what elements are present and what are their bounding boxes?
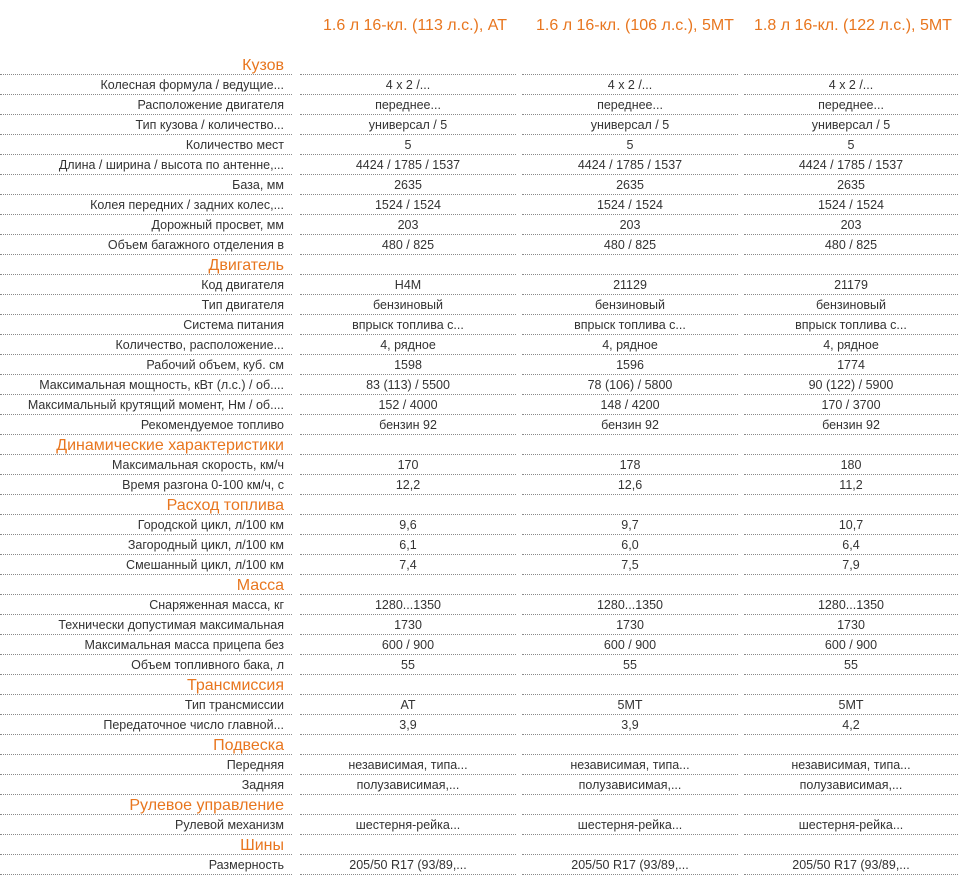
spec-value-col-2: 6,0: [522, 535, 738, 555]
spec-label: Количество, расположение...: [0, 335, 292, 355]
section-spacer-cell: [522, 735, 738, 755]
spec-value-col-2: 1280...1350: [522, 595, 738, 615]
spec-row: [0, 75, 958, 95]
spec-value-col-3: универсал / 5: [744, 115, 958, 135]
spec-value-col-1: переднее...: [300, 95, 516, 115]
section-row: [0, 735, 958, 755]
spec-value-col-2: 4424 / 1785 / 1537: [522, 155, 738, 175]
section-title: Шины: [0, 835, 292, 855]
column-header-3: 1.8 л 16-кл. (122 л.с.), 5MT: [754, 17, 952, 34]
section-spacer-cell: [300, 435, 516, 455]
spec-value-col-1: 6,1: [300, 535, 516, 555]
spec-value-col-2: 1524 / 1524: [522, 195, 738, 215]
spec-value-col-1: AT: [300, 695, 516, 715]
spec-value-col-2: 178: [522, 455, 738, 475]
column-header-1: 1.6 л 16-кл. (113 л.с.), AT: [323, 17, 507, 34]
spec-value-col-3: 1774: [744, 355, 958, 375]
spec-table-header: [0, 0, 958, 55]
spec-value-col-1: 1730: [300, 615, 516, 635]
spec-label: Загородный цикл, л/100 км: [0, 535, 292, 555]
spec-value-col-3: 170 / 3700: [744, 395, 958, 415]
spec-row: [0, 115, 958, 135]
spec-value-col-3: бензиновый: [744, 295, 958, 315]
spec-row: [0, 515, 958, 535]
section-spacer-cell: [522, 435, 738, 455]
spec-value-col-3: 5: [744, 135, 958, 155]
spec-label: Передаточное число главной...: [0, 715, 292, 735]
section-title: Масса: [0, 575, 292, 595]
spec-value-col-3: 205/50 R17 (93/89,...: [744, 855, 958, 875]
spec-value-col-1: 480 / 825: [300, 235, 516, 255]
spec-value-col-1: 4 x 2 /...: [300, 75, 516, 95]
section-title: Кузов: [0, 55, 292, 75]
spec-value-col-1: 12,2: [300, 475, 516, 495]
spec-value-col-3: 180: [744, 455, 958, 475]
section-row: [0, 255, 958, 275]
section-spacer-cell: [300, 495, 516, 515]
spec-label: Тип двигателя: [0, 295, 292, 315]
spec-value-col-2: 2635: [522, 175, 738, 195]
spec-value-col-1: 170: [300, 455, 516, 475]
spec-value-col-1: 4, рядное: [300, 335, 516, 355]
section-row: [0, 55, 958, 75]
spec-value-col-2: 7,5: [522, 555, 738, 575]
spec-table: [0, 55, 958, 875]
spec-label: Объем топливного бака, л: [0, 655, 292, 675]
spec-value-col-2: 21129: [522, 275, 738, 295]
section-row: [0, 495, 958, 515]
section-spacer-cell: [522, 835, 738, 855]
section-spacer-cell: [300, 795, 516, 815]
section-spacer-cell: [744, 575, 958, 595]
spec-label: Максимальная скорость, км/ч: [0, 455, 292, 475]
column-header-2: 1.6 л 16-кл. (106 л.с.), 5MT: [536, 17, 734, 34]
spec-row: [0, 135, 958, 155]
spec-value-col-2: 4 x 2 /...: [522, 75, 738, 95]
spec-row: [0, 755, 958, 775]
spec-label: Смешанный цикл, л/100 км: [0, 555, 292, 575]
spec-value-col-2: 203: [522, 215, 738, 235]
spec-value-col-1: бензин 92: [300, 415, 516, 435]
spec-value-col-1: 9,6: [300, 515, 516, 535]
spec-label: Задняя: [0, 775, 292, 795]
spec-value-col-2: 5MT: [522, 695, 738, 715]
spec-value-col-3: 6,4: [744, 535, 958, 555]
spec-row: [0, 555, 958, 575]
spec-label: База, мм: [0, 175, 292, 195]
spec-label: Технически допустимая максимальная: [0, 615, 292, 635]
spec-value-col-1: впрыск топлива с...: [300, 315, 516, 335]
spec-value-col-1: 7,4: [300, 555, 516, 575]
spec-row: [0, 275, 958, 295]
spec-label: Код двигателя: [0, 275, 292, 295]
spec-row: [0, 355, 958, 375]
spec-label: Время разгона 0-100 км/ч, с: [0, 475, 292, 495]
spec-value-col-2: 148 / 4200: [522, 395, 738, 415]
spec-value-col-3: бензин 92: [744, 415, 958, 435]
spec-row: [0, 415, 958, 435]
spec-value-col-2: бензин 92: [522, 415, 738, 435]
spec-value-col-3: 1730: [744, 615, 958, 635]
spec-row: [0, 615, 958, 635]
spec-label: Снаряженная масса, кг: [0, 595, 292, 615]
spec-row: [0, 155, 958, 175]
spec-value-col-1: 600 / 900: [300, 635, 516, 655]
spec-value-col-1: 83 (113) / 5500: [300, 375, 516, 395]
section-spacer-cell: [744, 735, 958, 755]
spec-value-col-1: независимая, типа...: [300, 755, 516, 775]
spec-value-col-2: 5: [522, 135, 738, 155]
spec-label: Передняя: [0, 755, 292, 775]
section-title: Трансмиссия: [0, 675, 292, 695]
spec-value-col-1: полузависимая,...: [300, 775, 516, 795]
spec-value-col-1: 1280...1350: [300, 595, 516, 615]
spec-value-col-2: полузависимая,...: [522, 775, 738, 795]
section-title: Двигатель: [0, 255, 292, 275]
spec-label: Тип кузова / количество...: [0, 115, 292, 135]
spec-row: [0, 295, 958, 315]
section-row: [0, 675, 958, 695]
spec-value-col-3: 600 / 900: [744, 635, 958, 655]
spec-value-col-3: впрыск топлива с...: [744, 315, 958, 335]
spec-label: Объем багажного отделения в: [0, 235, 292, 255]
spec-label: Колея передних / задних колес,...: [0, 195, 292, 215]
spec-value-col-2: 1730: [522, 615, 738, 635]
spec-value-col-1: 55: [300, 655, 516, 675]
spec-row: [0, 695, 958, 715]
section-spacer-cell: [300, 735, 516, 755]
spec-row: [0, 775, 958, 795]
section-title: Рулевое управление: [0, 795, 292, 815]
spec-row: [0, 635, 958, 655]
section-row: [0, 435, 958, 455]
spec-label: Максимальная мощность, кВт (л.с.) / об....: [0, 375, 292, 395]
spec-value-col-1: 205/50 R17 (93/89,...: [300, 855, 516, 875]
spec-row: [0, 235, 958, 255]
spec-value-col-1: 2635: [300, 175, 516, 195]
spec-value-col-3: 1280...1350: [744, 595, 958, 615]
spec-value-col-1: 203: [300, 215, 516, 235]
spec-label: Колесная формула / ведущие...: [0, 75, 292, 95]
spec-value-col-1: 152 / 4000: [300, 395, 516, 415]
spec-label: Тип трансмиссии: [0, 695, 292, 715]
spec-value-col-3: 2635: [744, 175, 958, 195]
spec-value-col-3: 480 / 825: [744, 235, 958, 255]
spec-value-col-2: 78 (106) / 5800: [522, 375, 738, 395]
section-spacer-cell: [522, 575, 738, 595]
section-spacer-cell: [522, 255, 738, 275]
section-title: Расход топлива: [0, 495, 292, 515]
spec-label: Расположение двигателя: [0, 95, 292, 115]
spec-row: [0, 715, 958, 735]
spec-label: Количество мест: [0, 135, 292, 155]
section-spacer-cell: [300, 835, 516, 855]
spec-value-col-1: бензиновый: [300, 295, 516, 315]
spec-label: Размерность: [0, 855, 292, 875]
section-spacer-cell: [744, 675, 958, 695]
spec-label: Дорожный просвет, мм: [0, 215, 292, 235]
section-row: [0, 795, 958, 815]
spec-value-col-3: 4, рядное: [744, 335, 958, 355]
spec-label: Система питания: [0, 315, 292, 335]
spec-value-col-1: 5: [300, 135, 516, 155]
section-spacer-cell: [522, 495, 738, 515]
spec-value-col-3: 10,7: [744, 515, 958, 535]
spec-value-col-1: H4M: [300, 275, 516, 295]
spec-value-col-2: 600 / 900: [522, 635, 738, 655]
spec-label: Рулевой механизм: [0, 815, 292, 835]
spec-value-col-2: переднее...: [522, 95, 738, 115]
spec-row: [0, 175, 958, 195]
spec-row: [0, 855, 958, 875]
spec-value-col-1: 4424 / 1785 / 1537: [300, 155, 516, 175]
spec-row: [0, 815, 958, 835]
spec-row: [0, 315, 958, 335]
spec-value-col-3: 90 (122) / 5900: [744, 375, 958, 395]
spec-row: [0, 375, 958, 395]
spec-value-col-3: 203: [744, 215, 958, 235]
spec-value-col-3: 55: [744, 655, 958, 675]
section-spacer-cell: [300, 575, 516, 595]
spec-row: [0, 395, 958, 415]
section-spacer-cell: [744, 55, 958, 75]
spec-label: Длина / ширина / высота по антенне,...: [0, 155, 292, 175]
spec-label: Максимальный крутящий момент, Нм / об....: [0, 395, 292, 415]
spec-value-col-2: универсал / 5: [522, 115, 738, 135]
spec-value-col-2: независимая, типа...: [522, 755, 738, 775]
spec-row: [0, 335, 958, 355]
spec-value-col-3: 11,2: [744, 475, 958, 495]
spec-row: [0, 455, 958, 475]
spec-value-col-3: 5MT: [744, 695, 958, 715]
section-spacer-cell: [522, 55, 738, 75]
section-spacer-cell: [522, 675, 738, 695]
section-row: [0, 575, 958, 595]
spec-value-col-2: впрыск топлива с...: [522, 315, 738, 335]
spec-row: [0, 655, 958, 675]
spec-value-col-2: 1596: [522, 355, 738, 375]
spec-value-col-2: 4, рядное: [522, 335, 738, 355]
section-spacer-cell: [744, 255, 958, 275]
spec-label: Рабочий объем, куб. см: [0, 355, 292, 375]
spec-value-col-3: 4,2: [744, 715, 958, 735]
spec-value-col-3: шестерня-рейка...: [744, 815, 958, 835]
spec-value-col-2: шестерня-рейка...: [522, 815, 738, 835]
section-spacer-cell: [300, 255, 516, 275]
spec-value-col-1: шестерня-рейка...: [300, 815, 516, 835]
spec-label: Рекомендуемое топливо: [0, 415, 292, 435]
spec-value-col-3: 7,9: [744, 555, 958, 575]
spec-row: [0, 595, 958, 615]
spec-value-col-2: 3,9: [522, 715, 738, 735]
spec-value-col-3: 4424 / 1785 / 1537: [744, 155, 958, 175]
spec-value-col-3: 1524 / 1524: [744, 195, 958, 215]
spec-value-col-2: 205/50 R17 (93/89,...: [522, 855, 738, 875]
spec-row: [0, 535, 958, 555]
section-spacer-cell: [300, 55, 516, 75]
spec-value-col-1: 1598: [300, 355, 516, 375]
spec-value-col-1: универсал / 5: [300, 115, 516, 135]
spec-value-col-3: полузависимая,...: [744, 775, 958, 795]
section-spacer-cell: [522, 795, 738, 815]
spec-row: [0, 95, 958, 115]
section-title: Динамические характеристики: [0, 435, 292, 455]
spec-row: [0, 195, 958, 215]
spec-value-col-2: 12,6: [522, 475, 738, 495]
section-spacer-cell: [300, 675, 516, 695]
spec-label: Городской цикл, л/100 км: [0, 515, 292, 535]
spec-value-col-2: бензиновый: [522, 295, 738, 315]
section-spacer-cell: [744, 495, 958, 515]
spec-value-col-3: независимая, типа...: [744, 755, 958, 775]
section-spacer-cell: [744, 835, 958, 855]
section-spacer-cell: [744, 435, 958, 455]
section-title: Подвеска: [0, 735, 292, 755]
spec-value-col-2: 55: [522, 655, 738, 675]
spec-value-col-3: 21179: [744, 275, 958, 295]
spec-value-col-3: переднее...: [744, 95, 958, 115]
spec-value-col-2: 9,7: [522, 515, 738, 535]
spec-value-col-1: 3,9: [300, 715, 516, 735]
spec-value-col-2: 480 / 825: [522, 235, 738, 255]
spec-row: [0, 475, 958, 495]
spec-value-col-1: 1524 / 1524: [300, 195, 516, 215]
spec-value-col-3: 4 x 2 /...: [744, 75, 958, 95]
spec-label: Максимальная масса прицепа без: [0, 635, 292, 655]
section-spacer-cell: [744, 795, 958, 815]
section-row: [0, 835, 958, 855]
spec-row: [0, 215, 958, 235]
